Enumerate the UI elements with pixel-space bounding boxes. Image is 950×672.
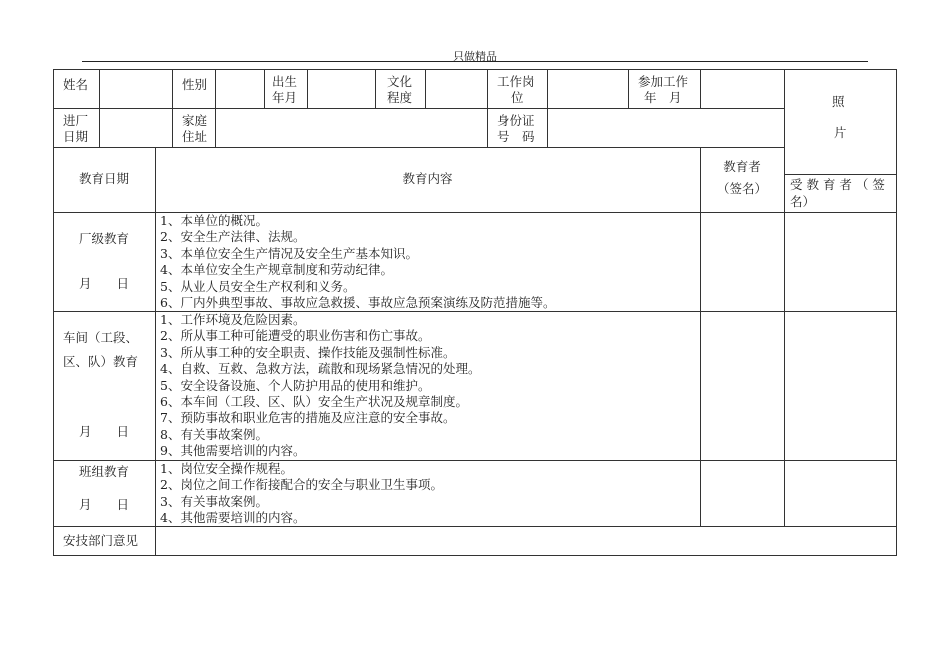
id-card-label-2: 号 码 bbox=[497, 129, 535, 144]
list-item: 2、安全生产法律、法规。 bbox=[160, 229, 306, 245]
workshop-education-date: 月 日 bbox=[78, 424, 129, 439]
col-line bbox=[700, 147, 701, 527]
team-education-date: 月 日 bbox=[78, 497, 129, 512]
id-card-label-1: 身份证 bbox=[497, 113, 535, 128]
trainee-header-1: 受 教 育 者 （ 签 bbox=[790, 177, 885, 192]
col-line bbox=[172, 69, 173, 148]
list-item: 9、其他需要培训的内容。 bbox=[160, 443, 306, 459]
list-item: 2、所从事工种可能遭受的职业伤害和伤亡事故。 bbox=[160, 328, 431, 344]
team-education-items bbox=[160, 461, 443, 527]
factory-education-label: 厂级教育 bbox=[78, 231, 129, 246]
educator-header-2: （签名） bbox=[716, 181, 767, 196]
col-line bbox=[375, 69, 376, 109]
trainee-header-2: 名） bbox=[790, 194, 816, 209]
list-item: 3、有关事故案例。 bbox=[160, 493, 268, 509]
list-item: 7、预防事故和职业危害的措施及应注意的安全事故。 bbox=[160, 410, 456, 426]
col-line bbox=[700, 69, 701, 109]
position-label-1: 工作岗 bbox=[497, 74, 535, 89]
workshop-education-label-2: 区、队）教育 bbox=[63, 354, 139, 369]
address-label-2: 住址 bbox=[182, 129, 208, 144]
header-rule bbox=[82, 61, 868, 62]
position-label-2: 位 bbox=[511, 90, 524, 105]
list-item: 4、自救、互救、急救方法，疏散和现场紧急情况的处理。 bbox=[160, 361, 481, 377]
list-item: 2、岗位之间工作衔接配合的安全与职业卫生事项。 bbox=[160, 477, 443, 493]
education-date-header: 教育日期 bbox=[78, 171, 129, 186]
birth-label-2: 年月 bbox=[272, 90, 298, 105]
list-item: 1、岗位安全操作规程。 bbox=[160, 461, 293, 476]
list-item: 6、厂内外典型事故、事故应急救援、事故应急预案演练及防范措施等。 bbox=[160, 294, 556, 310]
entry-date-label-2: 日期 bbox=[63, 129, 89, 144]
list-item: 4、本单位安全生产规章制度和劳动纪律。 bbox=[160, 262, 393, 278]
row-line-1 bbox=[53, 108, 784, 109]
col-line bbox=[99, 69, 100, 148]
team-education-label: 班组教育 bbox=[78, 464, 129, 479]
address-label-1: 家庭 bbox=[182, 113, 208, 128]
list-item: 5、从业人员安全生产权利和义务。 bbox=[160, 278, 356, 294]
workshop-education-items bbox=[160, 312, 480, 460]
list-item: 8、有关事故案例。 bbox=[160, 426, 268, 442]
entry-date-label-1: 进厂 bbox=[63, 113, 89, 128]
col-line bbox=[784, 69, 785, 527]
header-text: 只做精品 bbox=[453, 50, 497, 63]
row-line-photo bbox=[784, 174, 897, 175]
birth-label-1: 出生 bbox=[272, 74, 298, 89]
photo-label-2: 片 bbox=[834, 125, 847, 140]
list-item: 1、工作环境及危险因素。 bbox=[160, 312, 306, 327]
list-item: 5、安全设备设施、个人防护用品的使用和维护。 bbox=[160, 377, 431, 393]
education-label-2: 程度 bbox=[387, 90, 413, 105]
education-label-1: 文化 bbox=[387, 74, 413, 89]
factory-education-date: 月 日 bbox=[78, 276, 129, 291]
dept-opinion-label: 安技部门意见 bbox=[63, 533, 139, 548]
join-work-label-1: 参加工作 bbox=[638, 74, 689, 89]
col-line bbox=[155, 147, 156, 556]
col-line bbox=[307, 69, 308, 109]
list-item: 3、本单位安全生产情况及安全生产基本知识。 bbox=[160, 245, 418, 261]
col-line bbox=[215, 69, 216, 148]
col-line bbox=[487, 69, 488, 148]
photo-label-1: 照 bbox=[832, 94, 845, 109]
name-label: 姓名 bbox=[63, 77, 89, 92]
workshop-education-label-1: 车间（工段、 bbox=[63, 330, 139, 345]
col-line bbox=[264, 69, 265, 109]
education-content-header: 教育内容 bbox=[402, 171, 453, 186]
list-item: 1、本单位的概况。 bbox=[160, 213, 268, 228]
gender-label: 性别 bbox=[182, 77, 208, 92]
educator-header-1: 教育者 bbox=[723, 159, 761, 174]
col-line bbox=[547, 69, 548, 148]
col-line bbox=[628, 69, 629, 109]
list-item: 6、本车间（工段、区、队）安全生产状况及规章制度。 bbox=[160, 393, 468, 409]
factory-education-items bbox=[160, 213, 555, 311]
row-line-2 bbox=[53, 147, 784, 148]
list-item: 3、所从事工种的安全职责、操作技能及强制性标准。 bbox=[160, 344, 456, 360]
col-line bbox=[425, 69, 426, 109]
join-work-label-2: 年 月 bbox=[644, 90, 682, 105]
list-item: 4、其他需要培训的内容。 bbox=[160, 510, 306, 526]
